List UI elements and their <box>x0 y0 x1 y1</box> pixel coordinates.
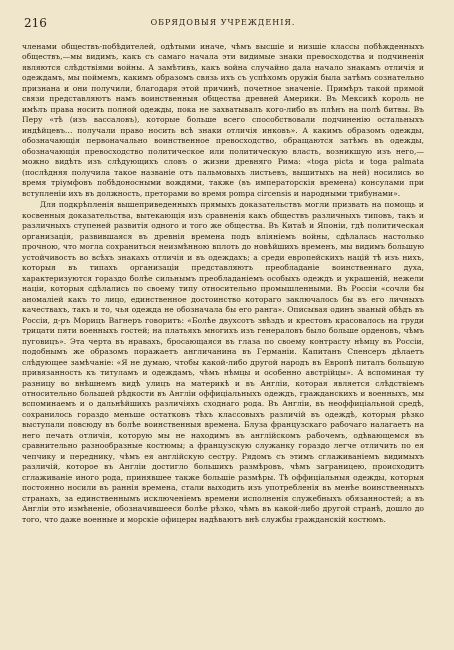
paragraph: Для подкрѣпленія вышеприведенныхъ прямыхъ доказательствъ могли призвать на помощь и косвенныя доказательства, вытекающія изъ сравненія какъ обществъ различныхъ типовъ, такъ и различныхъ ступеней развитія одного и того же общества. Въ Китаѣ и Японіи, гдѣ политическая организація, развившаяся въ древнія времена подъ вліяніемъ войны, сдѣлалась настолько прочною, что могла сохраниться неизмѣнною вплоть до новѣйшихъ временъ, мы видимъ большую устойчивость во всѣхъ знакахъ отличія и въ одеждахъ; а среди европейскихъ націй тѣ изъ нихъ, которыя въ типахъ организаціи представляютъ преобладаніе воинственнаго духа, характеризуются гораздо болѣе сильнымъ преобладаніемъ особыхъ одеждъ и украшеній, нежели націи, которыя сдѣлались по своему типу относительно промышленными. Въ Россіи «сочли бы аномаліей какъ то лицо, единственное достоинство котораго заключалось бы въ его личныхъ качествахъ, такъ и то, чья одежда не обозначала бы его ранга». Описывая одинъ званый обѣдъ въ Россіи, д-ръ Морицъ Вагнеръ говоритъ: «Болѣе двухсотъ звѣздъ и крестовъ красовалось на груди трицати пяти военныхъ гостей; на платьяхъ многихъ изъ генераловъ было больше орденовъ, чѣмъ пуговицъ». Эта черта въ нравахъ, бросающаяся въ глаза по своему контрасту нѣмцу въ Россіи, подобнымъ же образомъ поражаетъ англичанина въ Германіи. Капитанъ Спенсеръ дѣлаетъ слѣдующее замѣчаніе: «Я не думаю, чтобы какой-либо другой народъ въ Европѣ питалъ большую привязанность къ титуламъ и одеждамъ, чѣмъ нѣмцы и особенно австрійцы». А вспоминая ту разницу во внѣшнемъ видѣ улицъ на материкѣ и въ Англіи, которая является слѣдствіемъ относительно большей рѣдкости въ Англіи оффиціальныхъ одеждъ, гражданскихъ и военныхъ, мы вспоминаемъ и о дальнѣйшихъ различіяхъ сходнаго рода. Въ Англіи, въ неоффиціальной средѣ, сохранилось гораздо меньше остатковъ тѣхъ классовыхъ различій въ одеждѣ, которыя рѣзко выступали повсюду въ болѣе воинственныя времена. Блуза французскаго рабочаго налагаетъ на него печать отличія, которую мы не находимъ въ англійскомъ рабочемъ, одѣвающемся въ сравнительно разнообразные костюмы; а французскую служанку гораздо легче отличить по ея чепчику и переднику, чѣмъ ея англійскую сестру. Рядомъ съ этимъ сглаживаніемъ видимыхъ различій, которое въ Англіи достигло большихъ размѣровъ, чѣмъ заграницею, происходитъ сглаживаніе иного рода, принявшее также большіе размѣры. Тѣ оффиціальныя одежды, которыя постоянно носили въ раннія времена, стали выходить изъ употребленія въ менѣе воинственныхъ странахъ, за единственнымъ исключеніемъ времени исполненія служебныхъ обязанностей; а въ Англіи это измѣненіе, обозначившееся болѣе рѣзко, чѣмъ въ какой-либо другой странѣ, дошло до того, что даже военные и морскіе офицеры надѣваютъ внѣ службы гражданскій костюмъ. <box>22 200 424 524</box>
page-number: 216 <box>24 16 47 30</box>
page-body <box>22 42 424 525</box>
running-title: ОБРЯДОВЫЯ УЧРЕЖДЕНІЯ. <box>150 18 296 27</box>
page-header <box>22 14 424 36</box>
paragraph-continued: членами обществъ-побѣдителей, одѣтыми иначе, чѣмъ высшіе и низшіе классы побѣжденныхъ обществъ,—мы видимъ, какъ съ самаго начала эти видимые знаки превосходства и подчиненія являются слѣдствіями войны. А замѣтивъ, какъ война случайно дала начало знакамъ отличія и одеждамъ, мы поймемъ, какимъ образомъ связь ихъ съ успѣхомъ оружія была затѣмъ сознательно признана и они получили, благодаря этой причинѣ, почетное значеніе. Примѣръ такой прямой связи представляютъ намъ воинственныя общества древней Америки. Въ Мексикѣ король не имѣлъ права носить полной одежды, пока не захватывалъ кого-либо въ плѣнъ на полѣ битвы. Въ Перу «тѣ (изъ вассаловъ), которые больше всего способствовали подчиненію остальныхъ индѣйцевъ… получали право носить всѣ знаки отличія инковъ». А какимъ образомъ одежды, обозначающія первоначально воинственное превосходство, обращаются затѣмъ въ одежды, обозначающія превосходство политическое или политическую власть, возникшую изъ него,—можно видѣть изъ слѣдующихъ словъ о жизни древняго Рима: «toga picta и toga palmata (послѣдняя получила такое названіе отъ пальмовыхъ листьевъ, вышитыхъ на ней) носились во время тріумфовъ побѣдоносными вождями, также (въ императорскія времена) консулами при вступленіи ихъ въ должность, преторами во время pompa circensis и народными трибунами». <box>22 42 424 198</box>
